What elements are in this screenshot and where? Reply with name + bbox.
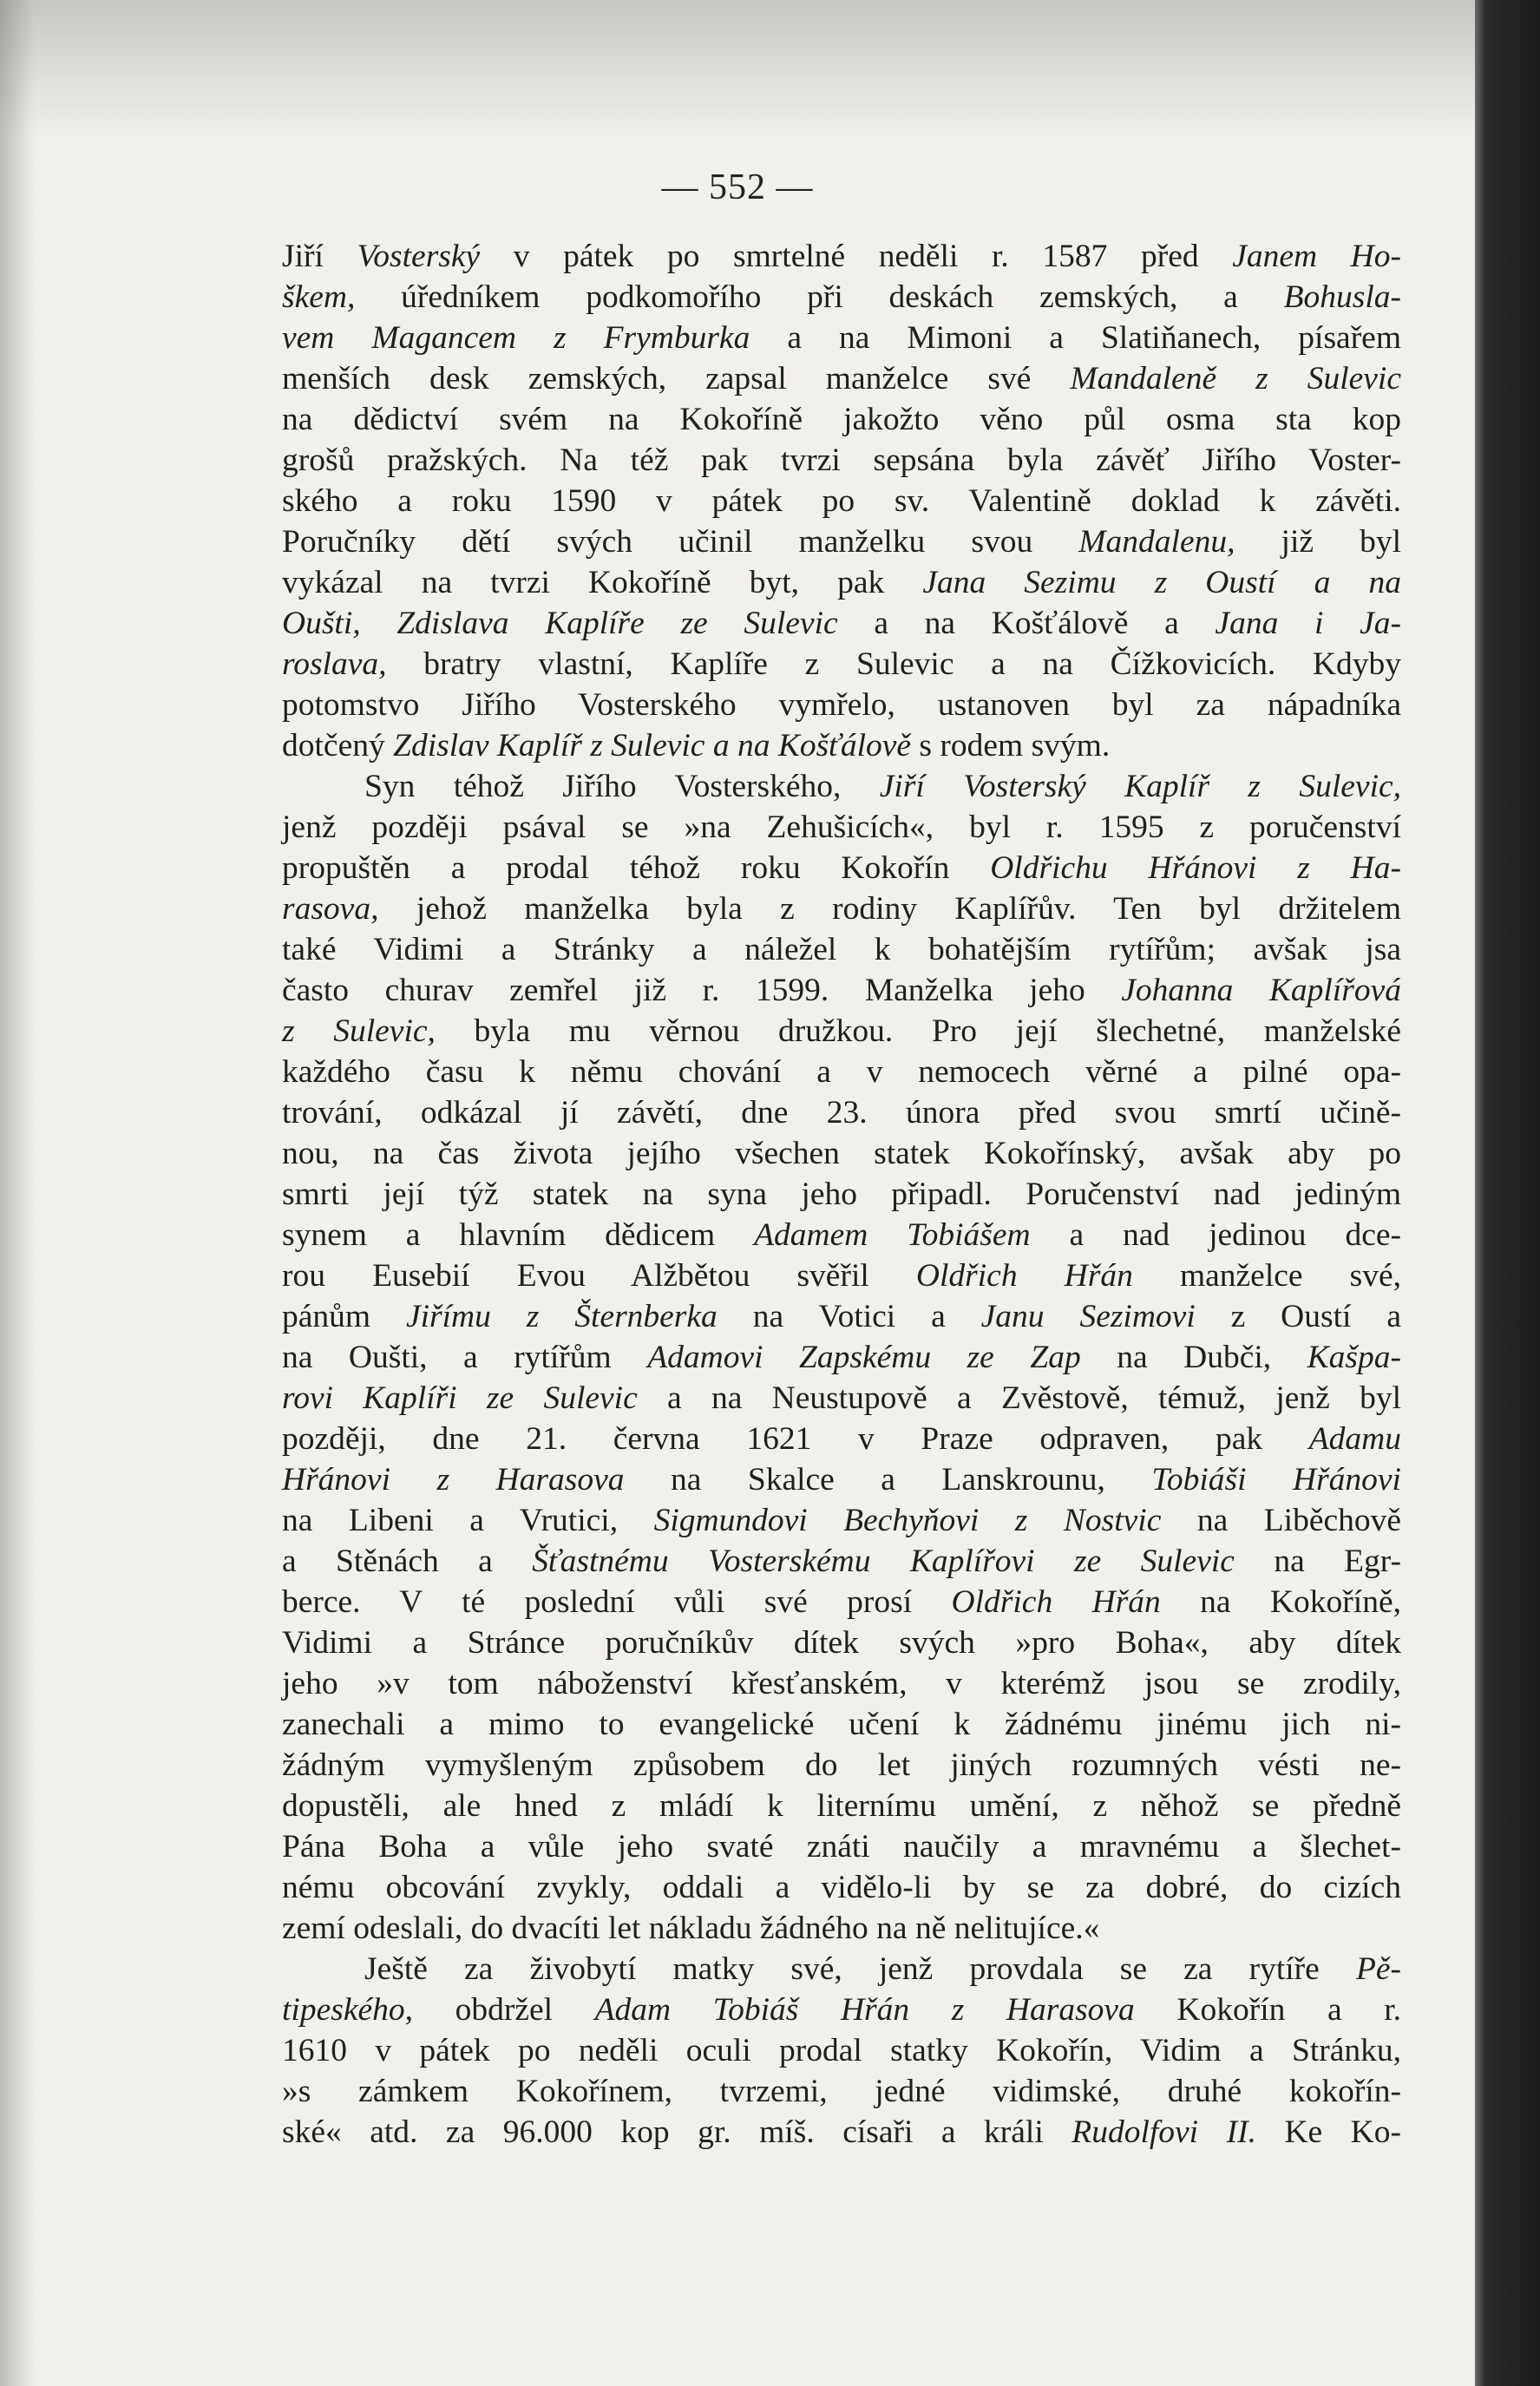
text-line: synem a hlavním dědicem Adamem Tobiášem a nad jedinou dce- (282, 1217, 1401, 1253)
text-line: často churav zemřel již r. 1599. Manželka jeho Johanna Kaplířová (282, 973, 1401, 1008)
text-line: menších desk zemských, zapsal manželce své Mandaleně z Sulevic (282, 361, 1401, 397)
text-line: nou, na čas života jejího všechen statek Kokořínský, avšak aby po (282, 1136, 1401, 1171)
text-line: Syn téhož Jiřího Vosterského, Jiří Vosterský Kaplíř z Sulevic, (364, 769, 1402, 804)
text-line: zemí odeslali, do dvacíti let nákladu žádného na ně nelitujíce.« (282, 1911, 1100, 1946)
text-line: 1610 v pátek po neděli oculi prodal statky Kokořín, Vidim a Stránku, (282, 2033, 1401, 2068)
text-line: na Libeni a Vrutici, Sigmundovi Bechyňovi z Nostvic na Liběchově (282, 1503, 1402, 1538)
text-line: jeho »v tom náboženství křesťanském, v kterémž jsou se zrodily, (282, 1666, 1401, 1701)
text-line: také Vidimi a Stránky a náležel k bohatějším rytířům; avšak jsa (282, 932, 1401, 967)
text-line: roslava, bratry vlastní, Kaplíře z Sulevic a na Čížkovicích. Kdyby (282, 646, 1401, 682)
text-line: trování, odkázal jí závětí, dne 23. února před svou smrtí učině- (282, 1095, 1401, 1131)
text-line: nému obcování zvykly, oddali a vidělo-li by se za dobré, do cizích (282, 1870, 1401, 1905)
text-line: každého času k němu chování a v nemocech věrné a pilné opa- (282, 1054, 1401, 1090)
text-line: berce. V té poslední vůli své prosí Oldřich Hřán na Kokoříně, (282, 1584, 1401, 1620)
text-line: z Sulevic, byla mu věrnou družkou. Pro její šlechetné, manželské (282, 1013, 1401, 1049)
text-line: dotčený Zdislav Kaplíř z Sulevic a na Košťálově s rodem svým. (282, 728, 1111, 764)
text-line: rasova, jehož manželka byla z rodiny Kaplířův. Ten byl držitelem (282, 891, 1401, 927)
text-line: »s zámkem Kokořínem, tvrzemi, jedné vidimské, druhé kokořín- (282, 2074, 1401, 2109)
text-line: zanechali a mimo to evangelické učení k žádnému jinému jich ni- (282, 1707, 1401, 1742)
text-line: Pána Boha a vůle jeho svaté znáti naučily a mravnému a šlechet- (282, 1829, 1401, 1865)
text-line: Oušti, Zdislava Kaplíře ze Sulevic a na Košťálově a Jana i Ja- (282, 606, 1401, 641)
text-line: grošů pražských. Na též pak tvrzi sepsána byla závěť Jiřího Voster- (282, 442, 1401, 478)
text-line: Jiří Vosterský v pátek po smrtelné neděli r. 1587 před Janem Ho- (282, 239, 1401, 274)
text-line: rovi Kaplíři ze Sulevic a na Neustupově a Zvěstově, témuž, jenž byl (282, 1380, 1401, 1416)
text-line: smrti její týž statek na syna jeho připadl. Poručenství nad jediným (282, 1177, 1401, 1212)
text-line: pánům Jiřímu z Šternberka na Votici a Janu Sezimovi z Oustí a (282, 1299, 1401, 1334)
text-line: dopustěli, ale hned z mládí k liternímu umění, z něhož se předně (282, 1788, 1401, 1824)
text-line: Poručníky dětí svých učinil manželku svou Mandalenu, již byl (282, 524, 1401, 560)
text-line: později, dne 21. června 1621 v Praze odpraven, pak Adamu (282, 1421, 1401, 1457)
text-line: a Stěnách a Šťastnému Vosterskému Kaplířovi ze Sulevic na Egr- (282, 1544, 1401, 1579)
text-line: na Oušti, a rytířům Adamovi Zapskému ze Zap na Dubči, Kašpa- (282, 1340, 1401, 1375)
scanner-edge (1475, 0, 1540, 2386)
text-line: žádným vymyšleným způsobem do let jiných rozumných vésti ne- (282, 1747, 1401, 1783)
text-line: Ještě za živobytí matky své, jenž provdala se za rytíře Pě- (364, 1951, 1401, 1987)
text-line: ské« atd. za 96.000 kop gr. míš. císaři a králi Rudolfovi II. Ke Ko- (282, 2114, 1402, 2150)
scan-shadow-left (0, 0, 35, 2386)
text-line: tipeského, obdržel Adam Tobiáš Hřán z Harasova Kokořín a r. (282, 1992, 1401, 2028)
text-line: jenž později psával se »na Zehušicích«, byl r. 1595 z poručenství (282, 810, 1401, 845)
text-line: rou Eusebií Evou Alžbětou svěřil Oldřich Hřán manželce své, (282, 1258, 1402, 1294)
text-line: ského a roku 1590 v pátek po sv. Valentině doklad k závěti. (282, 483, 1401, 519)
text-line: škem, úředníkem podkomořího při deskách zemských, a Bohusla- (282, 279, 1401, 315)
text-line: vykázal na tvrzi Kokoříně byt, pak Jana Sezimu z Oustí a na (282, 565, 1401, 600)
page-number: — 552 — (661, 167, 814, 207)
text-line: Hřánovi z Harasova na Skalce a Lanskrounu, Tobiáši Hřánovi (282, 1462, 1401, 1498)
text-line: potomstvo Jiřího Vosterského vymřelo, ustanoven byl za nápadníka (282, 687, 1401, 723)
text-line: na dědictví svém na Kokoříně jakožto věno půl osma sta kop (282, 402, 1401, 437)
text-line: Vidimi a Stránce poručníkův dítek svých »pro Boha«, aby dítek (282, 1625, 1401, 1661)
text-line: propuštěn a prodal téhož roku Kokořín Oldřichu Hřánovi z Ha- (282, 850, 1401, 886)
body-text (282, 236, 1401, 2153)
scan-shadow-top (0, 0, 1475, 139)
text-line: vem Magancem z Frymburka a na Mimoni a Slatiňanech, písařem (282, 320, 1401, 356)
